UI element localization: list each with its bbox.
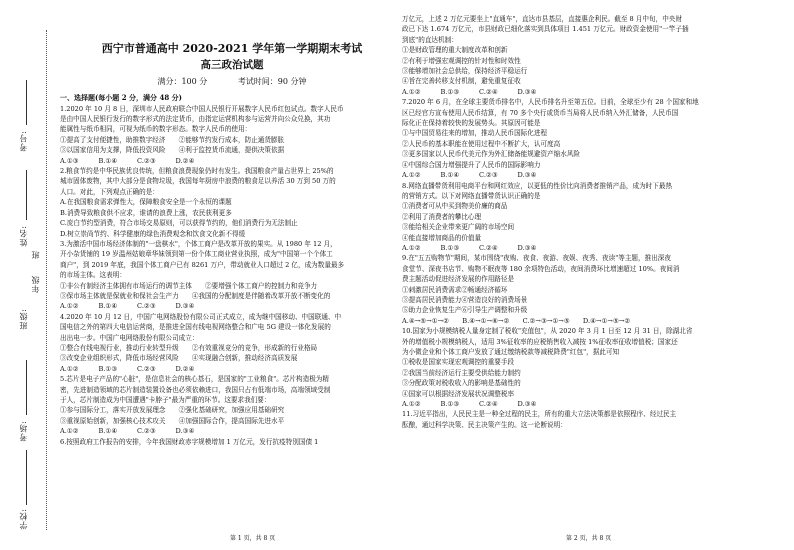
text-line: ③改变企业组织形式，降低市场经营风险 ④实现融合创新，推动经济高质发展 — [60, 354, 298, 363]
text-line: 食堂节、深夜书店节、购物不眠夜等 180 余项特色活动，夜间消费环比增速超过 10%。夜间消 — [402, 264, 680, 273]
text-line: 能属性与纸币相同，可视为纸币的数字形态。数字人民币的使用： — [60, 125, 252, 134]
text-line: ①税收是国家实现宏观调控的重要手段 — [402, 358, 515, 367]
left-column — [60, 14, 404, 447]
exam-subtitle: 高三政治试题 — [200, 59, 264, 72]
xuexiao-line — [26, 450, 27, 505]
text-line: A.①② B.①④ C.②③ D.③④ — [60, 302, 195, 311]
text-line: ①提高了支付便捷性，助推数字经济 ②能够节约发行成本，防止通货膨胀 — [60, 135, 285, 144]
left-text-lines — [60, 93, 404, 447]
text-line: A.①② B.①③ C.②④ D.③④ — [402, 243, 537, 252]
text-line: 开小杂货铺的 19 岁温州姑娘章华妹领到第一份个体工商业营业执照，成为"中国第一个个体工 — [60, 250, 333, 259]
text-line: 人口。对此，下列观点正确的是： — [60, 187, 159, 196]
text-line: A.①② B.①④ C.②③ D.③④ — [60, 427, 195, 436]
text-line: 于人，芯片制造成为中国遭遇"卡脖子"最为严重的环节。这要求我们要： — [60, 396, 271, 404]
text-line: 密，先进制造领域的芯片制造装置设备也必须依赖进口，我国只占有低端市场，高端领域受制 — [60, 385, 331, 394]
binding-margin — [0, 0, 64, 550]
exam-time: 考试时间：90 分钟 — [237, 76, 307, 86]
text-line: ④中国综合国力增强提升了人民币的国际影响力 — [402, 160, 541, 169]
xuexiao-label: 学校: — [19, 508, 28, 530]
text-line: 出出电一步。中国广电网络股份有限公司成立： — [60, 333, 199, 342]
text-line: 1.2020 年 10 月 8 日，深圳市人民政府联合中国人民银行开展数字人民币红包试点。数字人民币 — [60, 104, 344, 113]
full-score: 满分：100 分 — [157, 76, 208, 86]
text-line: 的营销方式。以下对网络直播带货认识正确的是 — [402, 191, 541, 200]
text-line: B.消费导致粮食供不应求，谁请的浪费上涨，农民获利更多 — [60, 208, 232, 217]
text-line: 是由中国人民银行发行的数字形式的法定货币，由指定运营机构参与运营并向公众兑换，其功 — [60, 115, 331, 124]
text-line: 万亿元，上述 2 万亿元要坐上"直通车"，直达市县基层，直接惠企利民。截至 8 月中旬，中央财 — [402, 15, 682, 23]
xingming-line — [26, 170, 27, 220]
text-line: 一、选择题(每小题 2 分，满分 48 分) — [60, 93, 182, 103]
text-line: A.①② B.①③ C.②④ D.③④ — [402, 400, 537, 409]
text-line: 费主题活动促进经济发展的作用路径是 — [402, 275, 515, 284]
banji-label: 班级: — [19, 308, 28, 330]
text-line: A.①② B.①③ C.②④ D.③④ — [402, 87, 537, 96]
text-line: ⑤助力企业恢复生产⑥引导生产调整和升级 — [402, 306, 528, 315]
text-line: 5.芯片是电子产品的"心脏"，是信息社会的核心基石，是国家的"工业粮食"。芯片构造极为精 — [60, 375, 329, 384]
text-line: ③重视原始创新，加强核心技术攻关 ④加强国际合作，提高国际先进水平 — [60, 416, 285, 425]
text-line: 城市固体废物，其中大部分是食物垃圾，我国每年厨房中浪费的粮食足以养活 30 万到 50 万的 — [60, 177, 336, 186]
text-line: D.树立崇尚节约、科学健康的绿色消费观念和饮食文化新不得缓 — [60, 229, 246, 238]
text-line: 4.2020 年 10 月 12 日，中国广电网络股份有限公司正式成立，成为继中国移动、中国联通、中 — [60, 312, 342, 321]
text-line: ④能直接增加商品的价值量 — [402, 233, 482, 242]
text-line: A.①③ B.①④ C.②③ D.②④ — [60, 156, 195, 165]
text-line: ①整合有线电视行业，推动行业转型升级 ②有效重视竞分的竞争，形成新的行业格局 — [60, 343, 318, 352]
text-line: ②有利于增强宏观调控的针对性和时效性 — [402, 56, 521, 65]
text-line: ③保市场主体就是保就业和保社会生产力 ④我国的分配制度是伴随着改革开放不断变化的 — [60, 291, 331, 300]
nianji-label: 年级 — [31, 275, 40, 293]
text-line: 区已经官方宣布使用人民币结算，有 70 多个央行或货币当局将人民币纳入外汇储备，人民币国 — [402, 108, 679, 117]
text-line: 国电信之外的第四大电信运营商，是推进全国有线电视网络整合和广电 5G 建设一体化发展的 — [60, 323, 331, 332]
text-line: 8.网络直播带货利用电商平台和网红效应，以更低的性价比向消费者推销产品，成为时下最热 — [402, 181, 673, 190]
text-line: 的市场主体。这表明： — [60, 271, 126, 280]
text-line: ④旨在完善转移支付机制，避免重复征收 — [402, 77, 521, 86]
text-line: 3.为激活中国市场经济体制的"一盘棋水"，个体工商户是改革开放的果实。从 1980 年 12 月， — [60, 239, 337, 248]
text-line: ②利用了消费者的攀比心理 — [402, 212, 482, 221]
right-text-lines — [402, 14, 746, 430]
text-line: 2.粮食节约是中华民族优良传统，但粮食浪费现象仍时有发生。我国粮食产量占世界上 25%的 — [60, 167, 334, 176]
text-line: ②我国当前经济运行主要受供给能力制约 — [402, 368, 521, 377]
text-line: ③能给相关企业带来更广阔的市场空间 — [402, 223, 515, 232]
text-line: ①非公有制经济主体拥有市场运行的调节主体 ②要增强个体工商户的控制力和竞争力 — [60, 281, 318, 290]
kaohao-label: 考号: — [19, 130, 28, 152]
text-line: ③更多国家以人民币代美元作为外汇储备能规避资产缩水风险 — [402, 150, 581, 159]
text-line: 6.按照政府工作报告的安排，今年我国财政赤字规模增加 1 万亿元，发行抗疫特别国债 1 — [60, 437, 319, 446]
text-line: 到底"的直达机制： — [402, 35, 458, 44]
text-line: A.①② B.①③ C.②③ D.②④ — [60, 364, 195, 373]
text-line: ③提高居民消费能力④营造良好的消费场景 — [402, 295, 528, 304]
kaochang-line — [26, 360, 27, 415]
text-line: 7.2020 年 6 月，在全球主要货币排名中，人民币排名升至第五位。目前，全球至少有 28 个国家和地 — [402, 98, 699, 107]
text-line: ④国家可以根据经济发展状况调整税率 — [402, 389, 515, 398]
text-line: A.在我国粮食需求弹性大，保障粮食安全是一个永恒的课题 — [60, 198, 232, 207]
text-line: ①参与国际分工，落实开放发展理念 ②强化基础研究，加强应用基础研究 — [60, 406, 285, 415]
ban-label: 班 — [31, 250, 40, 259]
text-line: ③能够增加社会总供给，保持经济平稳运行 — [402, 67, 528, 76]
page-footer-left: 第 1 页，共 8 页 — [230, 535, 276, 542]
kaohao-line — [26, 80, 27, 125]
text-line: 政已下达 1.674 万亿元，市县财政已细化落实到具体项目 1.451 万亿元。财政资金使用"一竿子插 — [402, 25, 689, 34]
text-line: ②人民币的基本职能在使用过程中不断扩大，认可度高 — [402, 139, 561, 148]
exam-meta — [60, 77, 404, 87]
text-line: C.庞白节约型消费，符合市场交易原则，可以获得节约的，他们消费行为无法制止 — [60, 219, 298, 228]
text-line: ①消费者可从中买到物美价廉的商品 — [402, 202, 508, 211]
text-line: 为小微企业和个体工商户发放了通过缴纳税款等减税降费"红包"，据此可知 — [402, 348, 620, 356]
exam-title: 西宁市普通高中 2020-2021 学年第一学期期末考试 — [101, 42, 363, 55]
text-line: A.①② B.①④ C.②③ D.③④ — [402, 171, 537, 180]
text-line: 际化正在保持着较快的发展势头。其原因可能是 — [402, 119, 541, 128]
text-line: A.④→⑤→①→② B.④→①→⑥→② C.②→③→①→⑤ D.④→①→⑤→② — [402, 316, 631, 325]
text-line: 外的增值税小规模纳税人，适用 3%征收率的应税销售收入减按 1%征收率征收增值税；国家还 — [402, 337, 678, 346]
text-line: ①与中国贸易往来的增加，推动人民币国际化进程 — [402, 129, 548, 138]
text-line: 10.国家为小规模纳税人量身定制了税收"充值包"，从 2020 年 3 月 1 日至 12 月 31 日，除湖北省 — [402, 327, 693, 336]
text-line: ③以国家信用为支撑，降低投资风险 ④利于监控货币流通，提供决策依据 — [60, 146, 285, 155]
cut-line — [46, 30, 47, 530]
text-line: ③分配政策对税收收入的影响是基础性的 — [402, 379, 521, 388]
page-footer-right: 第 2 页，共 8 页 — [566, 535, 612, 542]
text-line: 11.习近平指出，人民民主是一种全过程的民主，所有的重大立法决策都是依照程序、经过民主 — [402, 410, 677, 419]
text-line: 商户"，到 2019 年底，我国个体工商户已有 8261 万户，带动就业人口超过 2 亿，成为数量最多 — [60, 260, 345, 269]
right-column — [402, 14, 746, 430]
kaochang-label: 考场: — [19, 420, 28, 442]
xingming-label: 姓名: — [19, 225, 28, 247]
text-line: 酝酿，通过科学决策、民主决策产生的。这一论断说明： — [402, 420, 567, 429]
text-line: 9.在"五五购物节"期间，某市围绕"夜购、夜食、夜游、夜娱、夜秀、夜读"等主题，推出深夜 — [402, 254, 671, 263]
text-line: ①刺激居民消费需求②畅通经济循环 — [402, 285, 508, 294]
text-line: ①是财政管理的重大制度改革和创新 — [402, 46, 508, 55]
